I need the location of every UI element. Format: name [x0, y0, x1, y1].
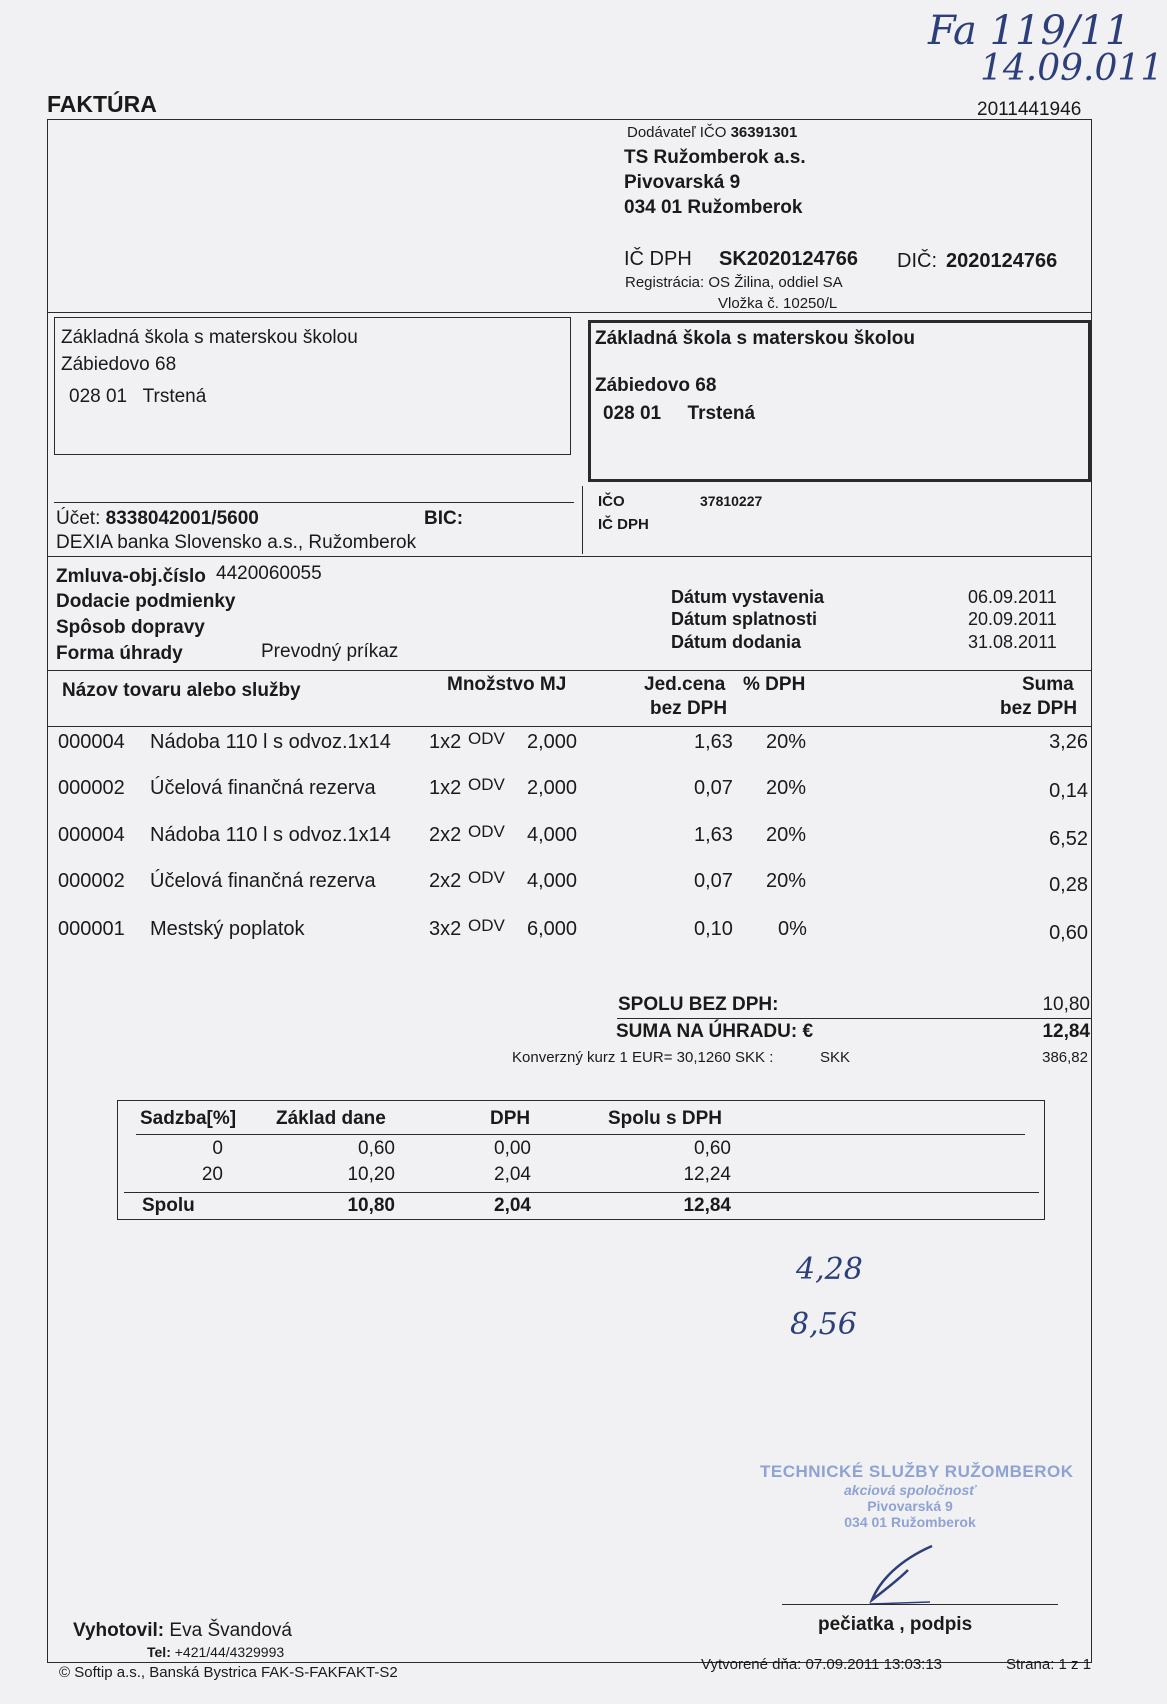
separator	[47, 726, 1092, 727]
customer-right-city: 028 01 Trstená	[603, 403, 756, 424]
separator	[617, 1018, 1092, 1019]
signature-label: pečiatka , podpis	[818, 1614, 973, 1635]
transport-label: Spôsob dopravy	[56, 617, 205, 638]
separator	[582, 486, 583, 554]
item-price: 1,63	[694, 731, 733, 753]
item-qty: 2,000	[527, 731, 578, 753]
payment-label: Forma úhrady	[56, 643, 183, 664]
stamp-line: akciová spoločnosť	[844, 1482, 976, 1498]
conversion-rate: Konverzný kurz 1 EUR= 30,1260 SKK :	[512, 1049, 774, 1066]
supplier-icdph-label: IČ DPH	[624, 248, 692, 270]
customer-left-street: Zábiedovo 68	[61, 354, 177, 375]
item-sum: 0,14	[1049, 780, 1088, 802]
item-qty-note: 1x2	[429, 777, 462, 799]
separator	[136, 1134, 1025, 1135]
invoice-number: 2011441946	[977, 99, 1082, 120]
delivery-date: 31.08.2011	[968, 632, 1057, 652]
header-name: Názov tovaru alebo služby	[62, 680, 301, 701]
delivery-date-label: Dátum dodania	[671, 632, 802, 652]
software-note: © Softip a.s., Banská Bystrica FAK-S-FAKFAKT-S2	[59, 1664, 398, 1681]
supplier-street: Pivovarská 9	[624, 172, 741, 193]
vat-header-vat: DPH	[490, 1108, 531, 1129]
bank-name: DEXIA banka Slovensko a.s., Ružomberok	[56, 532, 417, 553]
table-row	[58, 731, 1088, 755]
vat-amount: 0,00	[494, 1138, 531, 1159]
supplier-icdph: SK2020124766	[719, 248, 859, 270]
vat-total-total: 12,84	[683, 1195, 731, 1216]
payment-method: Prevodný príkaz	[261, 641, 399, 662]
supplier-name: TS Ružomberok a.s.	[624, 147, 806, 168]
supplier-city: 034 01 Ružomberok	[624, 197, 803, 218]
item-code: 000002	[58, 777, 125, 799]
separator	[124, 1192, 1039, 1193]
item-unit: ODV	[468, 729, 505, 748]
vat-rate: 0	[212, 1138, 223, 1159]
supplier-ico: Dodávateľ IČO 36391301	[627, 124, 798, 141]
header-sum: Suma	[1022, 674, 1074, 695]
vat-base: 0,60	[358, 1138, 395, 1159]
bank-account: Účet: 8338042001/5600	[56, 508, 259, 529]
issue-date: 06.09.2011	[968, 587, 1057, 607]
item-price: 0,07	[694, 870, 733, 892]
separator	[54, 502, 574, 503]
handwritten-note: 8,56	[790, 1307, 857, 1342]
item-qty-note: 1x2	[429, 731, 462, 753]
supplier-insert: Vložka č. 10250/L	[718, 295, 838, 312]
item-vat: 20%	[766, 870, 807, 892]
item-sum: 3,26	[1049, 731, 1088, 753]
item-qty: 4,000	[527, 870, 578, 892]
item-unit: ODV	[468, 916, 505, 935]
vat-header-total: Spolu s DPH	[608, 1108, 723, 1129]
item-qty: 4,000	[527, 824, 578, 846]
customer-icdph-label: IČ DPH	[598, 516, 649, 533]
vat-total-base: 10,80	[347, 1195, 395, 1216]
vat-rate: 20	[201, 1164, 223, 1185]
net-total-label: SPOLU BEZ DPH:	[618, 994, 779, 1015]
handwritten-reference: Fa 119/11	[928, 8, 1131, 54]
vat-total: 12,24	[683, 1164, 731, 1185]
supplier-dic-label: DIČ:	[897, 250, 937, 272]
page-number: Strana: 1 z 1	[1006, 1656, 1092, 1673]
vat-total-vat: 2,04	[494, 1195, 531, 1216]
item-qty-note: 3x2	[429, 918, 462, 940]
item-sum: 0,28	[1049, 874, 1088, 896]
contract-number: 4420060055	[216, 563, 322, 584]
item-unit: ODV	[468, 775, 505, 794]
header-sum-2: bez DPH	[1000, 698, 1078, 719]
header-vat: % DPH	[743, 674, 806, 695]
created-at: Vytvorené dňa: 07.09.2011 13:03:13	[701, 1656, 943, 1673]
net-total: 10,80	[1042, 994, 1090, 1015]
item-name: Mestský poplatok	[150, 918, 305, 940]
item-name: Nádoba 110 l s odvoz.1x14	[150, 731, 391, 753]
item-price: 0,07	[694, 777, 733, 799]
vat-amount: 2,04	[494, 1164, 531, 1185]
item-price: 1,63	[694, 824, 733, 846]
customer-ico: 37810227	[700, 493, 763, 509]
item-vat: 20%	[766, 731, 807, 753]
table-row	[58, 824, 1088, 848]
vat-summary-box	[117, 1100, 1045, 1220]
handwritten-date: 14.09.011	[980, 48, 1164, 89]
amount-due: 12,84	[1042, 1021, 1090, 1042]
header-qty: Množstvo MJ	[447, 674, 567, 695]
stamp-line: 034 01 Ružomberok	[844, 1514, 976, 1530]
vat-base: 10,20	[347, 1164, 395, 1185]
signature-line	[782, 1604, 1058, 1605]
header-unit-price: Jed.cena	[644, 674, 726, 695]
table-row	[58, 777, 1088, 801]
item-unit: ODV	[468, 822, 505, 841]
item-qty-note: 2x2	[429, 870, 462, 892]
item-qty-note: 2x2	[429, 824, 462, 846]
customer-right-street: Zábiedovo 68	[595, 375, 717, 396]
item-qty: 2,000	[527, 777, 578, 799]
item-unit: ODV	[468, 868, 505, 887]
issue-date-label: Dátum vystavenia	[671, 587, 825, 607]
customer-left-name: Základná škola s materskou školou	[61, 327, 358, 348]
signature-icon	[860, 1540, 950, 1610]
vat-header-rate: Sadzba[%]	[140, 1108, 237, 1129]
due-date: 20.09.2011	[968, 609, 1057, 629]
stamp-line: TECHNICKÉ SLUŽBY RUŽOMBEROK	[760, 1462, 1074, 1481]
item-vat: 20%	[766, 777, 807, 799]
due-date-label: Dátum splatnosti	[671, 609, 818, 629]
handwritten-note: 4,28	[796, 1252, 863, 1287]
item-code: 000001	[58, 918, 125, 940]
vat-header-base: Základ dane	[276, 1108, 386, 1129]
separator	[47, 670, 1092, 671]
item-qty: 6,000	[527, 918, 578, 940]
skk-amount: 386,82	[1042, 1049, 1088, 1066]
item-name: Nádoba 110 l s odvoz.1x14	[150, 824, 391, 846]
stamp-line: Pivovarská 9	[867, 1498, 953, 1514]
header-unit-price-2: bez DPH	[650, 698, 728, 719]
separator	[47, 556, 1092, 557]
vat-total: 0,60	[694, 1138, 731, 1159]
item-code: 000004	[58, 731, 125, 753]
company-stamp	[760, 1462, 1074, 1530]
contract-label: Zmluva-obj.číslo	[56, 566, 206, 587]
item-vat: 0%	[778, 918, 807, 940]
supplier-registration: Registrácia: OS Žilina, oddiel SA	[625, 274, 843, 291]
table-row	[58, 870, 1088, 894]
customer-left-city: 028 01 Trstená	[69, 386, 207, 407]
separator	[47, 312, 1092, 313]
skk-label: SKK	[820, 1049, 851, 1066]
bank-bic-label: BIC:	[424, 508, 464, 529]
document-title: FAKTÚRA	[47, 91, 157, 117]
item-code: 000002	[58, 870, 125, 892]
item-sum: 6,52	[1049, 828, 1088, 850]
item-vat: 20%	[766, 824, 807, 846]
customer-ico-label: IČO	[598, 493, 625, 510]
table-row	[58, 918, 1088, 942]
issued-by: Vyhotovil: Eva Švandová	[73, 1620, 292, 1641]
item-name: Účelová finančná rezerva	[150, 870, 376, 892]
vat-total-label: Spolu	[142, 1195, 195, 1216]
amount-due-label: SUMA NA ÚHRADU: €	[616, 1021, 814, 1042]
delivery-terms-label: Dodacie podmienky	[56, 591, 236, 612]
item-price: 0,10	[694, 918, 733, 940]
phone: Tel: +421/44/4329993	[147, 1644, 285, 1660]
supplier-dic: 2020124766	[946, 250, 1058, 272]
customer-right-name: Základná škola s materskou školou	[595, 328, 915, 349]
item-name: Účelová finančná rezerva	[150, 777, 376, 799]
item-sum: 0,60	[1049, 922, 1088, 944]
item-code: 000004	[58, 824, 125, 846]
